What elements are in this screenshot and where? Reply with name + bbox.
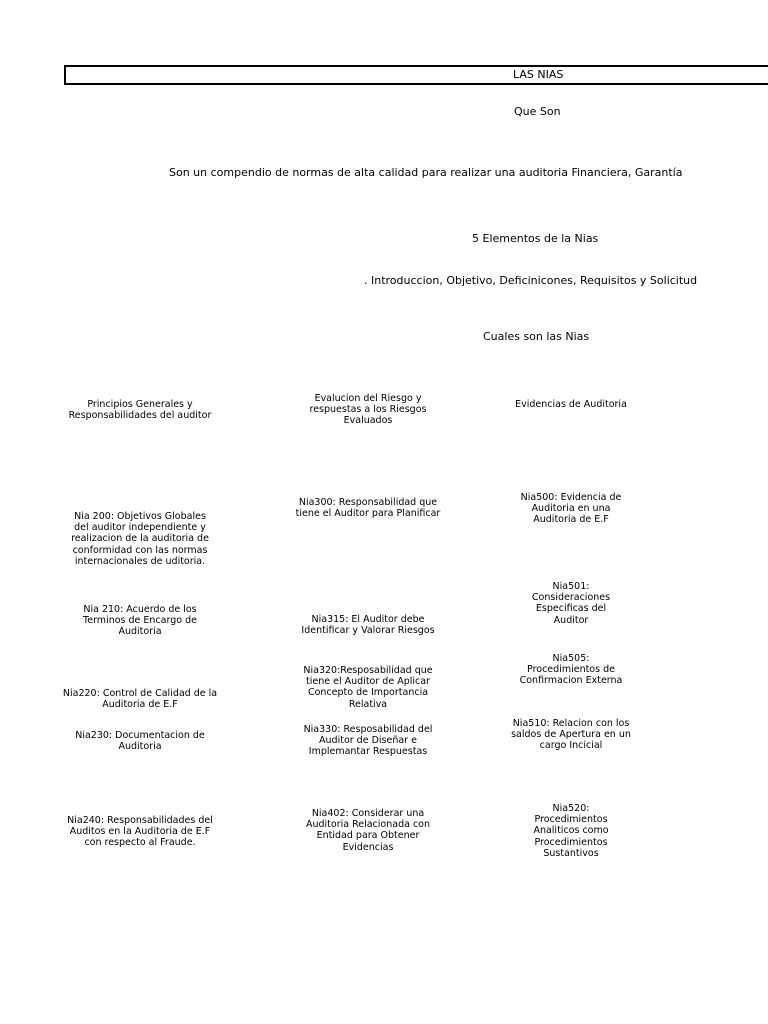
nia-500-item: Nia500: Evidencia de Auditoria en una Auditoria de E.F <box>520 492 622 526</box>
column-header-evaluacion: Evalucion del Riesgo y respuestas a los Riesgos Evaluados <box>309 393 427 427</box>
nia-330-item: Nia330: Resposabilidad del Auditor de Diseñar e Implemantar Respuestas <box>303 724 433 758</box>
nia-200-item: Nia 200: Objetivos Globales del auditor independiente y realizacion de la auditoria de conformidad con las normas internacionales de uditoria. <box>71 511 209 567</box>
nia-501-item: Nia501: Consideraciones Especificas del Auditor <box>531 581 611 626</box>
page-title: LAS NIAS <box>513 68 564 81</box>
column-header-evidencias: Evidencias de Auditoria <box>515 399 627 410</box>
nia-510-item: Nia510: Relacion con los saldos de Apertura en un cargo Incicial <box>511 718 631 752</box>
definition-text: Son un compendio de normas de alta calidad para realizar una auditoria Financiera, Garantía <box>169 166 683 179</box>
subtitle: Que Son <box>514 105 561 118</box>
nia-520-item: Nia520: Procedimientos Analiticos como Procedimientos Sustantivos <box>533 803 609 859</box>
elements-list: . Introduccion, Objetivo, Deficinicones, Requisitos y Solicitud <box>364 274 698 287</box>
nia-402-item: Nia402: Considerar una Auditoria Relacionada con Entidad para Obtener Evidencias <box>305 808 431 853</box>
nia-505-item: Nia505: Procedimientos de Confirmacion Externa <box>519 653 623 687</box>
nia-220-item: Nia220: Control de Calidad de la Auditoria de E.F <box>62 688 218 711</box>
nia-320-item: Nia320:Resposabilidad que tiene el Auditor de Aplicar Concepto de Importancia Relativa <box>303 665 433 710</box>
column-header-principios: Principios Generales y Responsabilidades del auditor <box>68 399 212 422</box>
elements-heading: 5 Elementos de la Nias <box>472 232 599 245</box>
nia-300-item: Nia300: Responsabilidad que tiene el Auditor para Planificar <box>295 497 441 520</box>
nia-230-item: Nia230: Documentacion de Auditoria <box>75 730 205 753</box>
list-heading: Cuales son las Nias <box>483 330 590 343</box>
nia-210-item: Nia 210: Acuerdo de los Terminos de Encargo de Auditoria <box>83 604 197 638</box>
nia-315-item: Nia315: El Auditor debe Identificar y Valorar Riesgos <box>301 614 435 637</box>
title-bar <box>64 65 768 85</box>
nia-240-item: Nia240: Responsabilidades del Auditos en la Auditoria de E.F con respecto al Fraude. <box>67 815 213 849</box>
